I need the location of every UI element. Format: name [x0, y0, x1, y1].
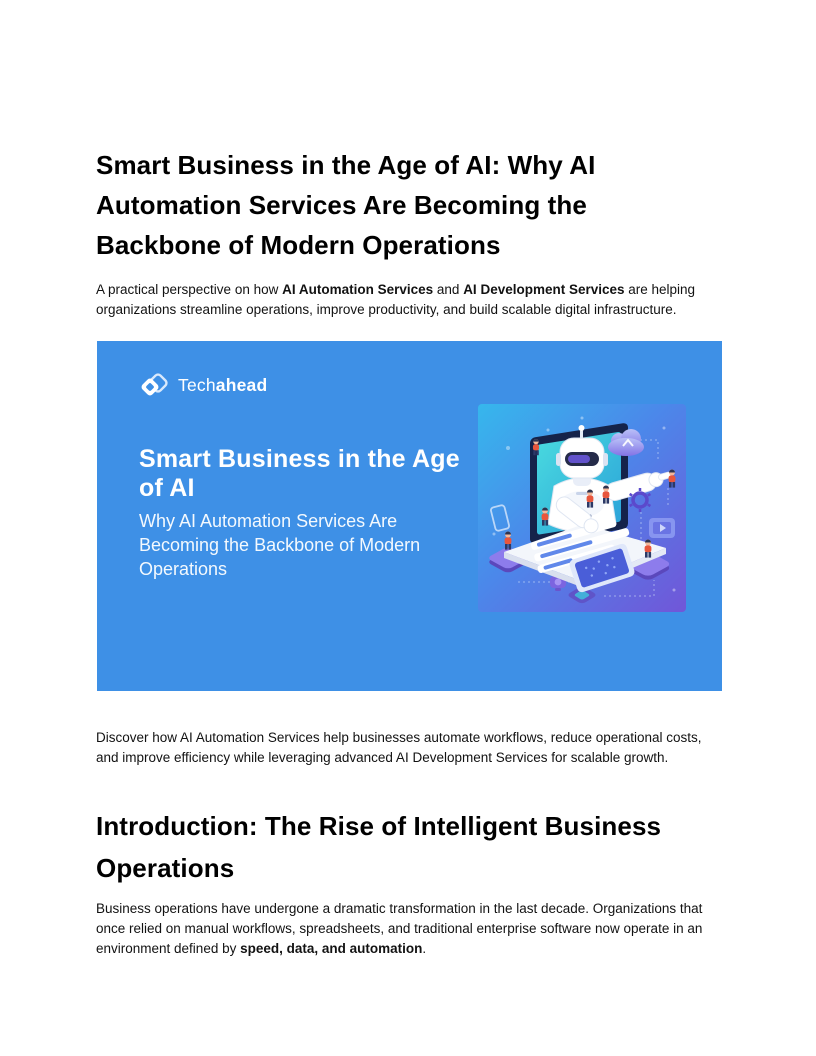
logo-text-bold: ahead [215, 374, 268, 395]
discover-paragraph: Discover how AI Automation Services help businesses automate workflows, reduce operational costs, and improve efficiency while leveraging advanced AI Development Services for scalable growth. [96, 729, 702, 765]
intro-paragraph [96, 280, 718, 320]
section-heading: Introduction: The Rise of Intelligent Business Operations [96, 810, 662, 883]
body-bold-speed-data-automation: speed, data, and automation [240, 940, 423, 956]
intro-bold-ai-automation: AI Automation Services [282, 281, 434, 297]
intro-text: A practical perspective on how [96, 281, 283, 297]
intro-bold-ai-development: AI Development Services [463, 281, 625, 297]
hero-illustration [478, 404, 686, 612]
body-text: . [422, 940, 427, 956]
techahead-diamonds-icon [139, 371, 169, 399]
monitor-chart-icon [649, 518, 675, 538]
body-text: Business operations have undergone a dramatic transformation in the last decade. Organizations that once relied on manual workflows, spreadsheets, and traditional enterprise software now operate in an environment defined by [96, 900, 703, 956]
intro-text: are helping organizations streamline operations, improve productivity, and build scalable digital infrastructure. [96, 281, 696, 317]
techahead-logo [139, 371, 267, 399]
body-paragraph [96, 899, 718, 959]
logo-text-regular: Tech [178, 374, 216, 395]
hero-banner [97, 341, 722, 691]
techahead-logo-text [178, 375, 267, 396]
article-title: Smart Business in the Age of AI: Why AI Automation Services Are Becoming the Backbone of Modern Operations [96, 150, 596, 261]
banner-heading: Smart Business in the Age of AI [139, 445, 460, 502]
intro-text: and [433, 281, 464, 297]
banner-subheading: Why AI Automation Services Are Becoming the Backbone of Modern Operations [139, 511, 421, 579]
